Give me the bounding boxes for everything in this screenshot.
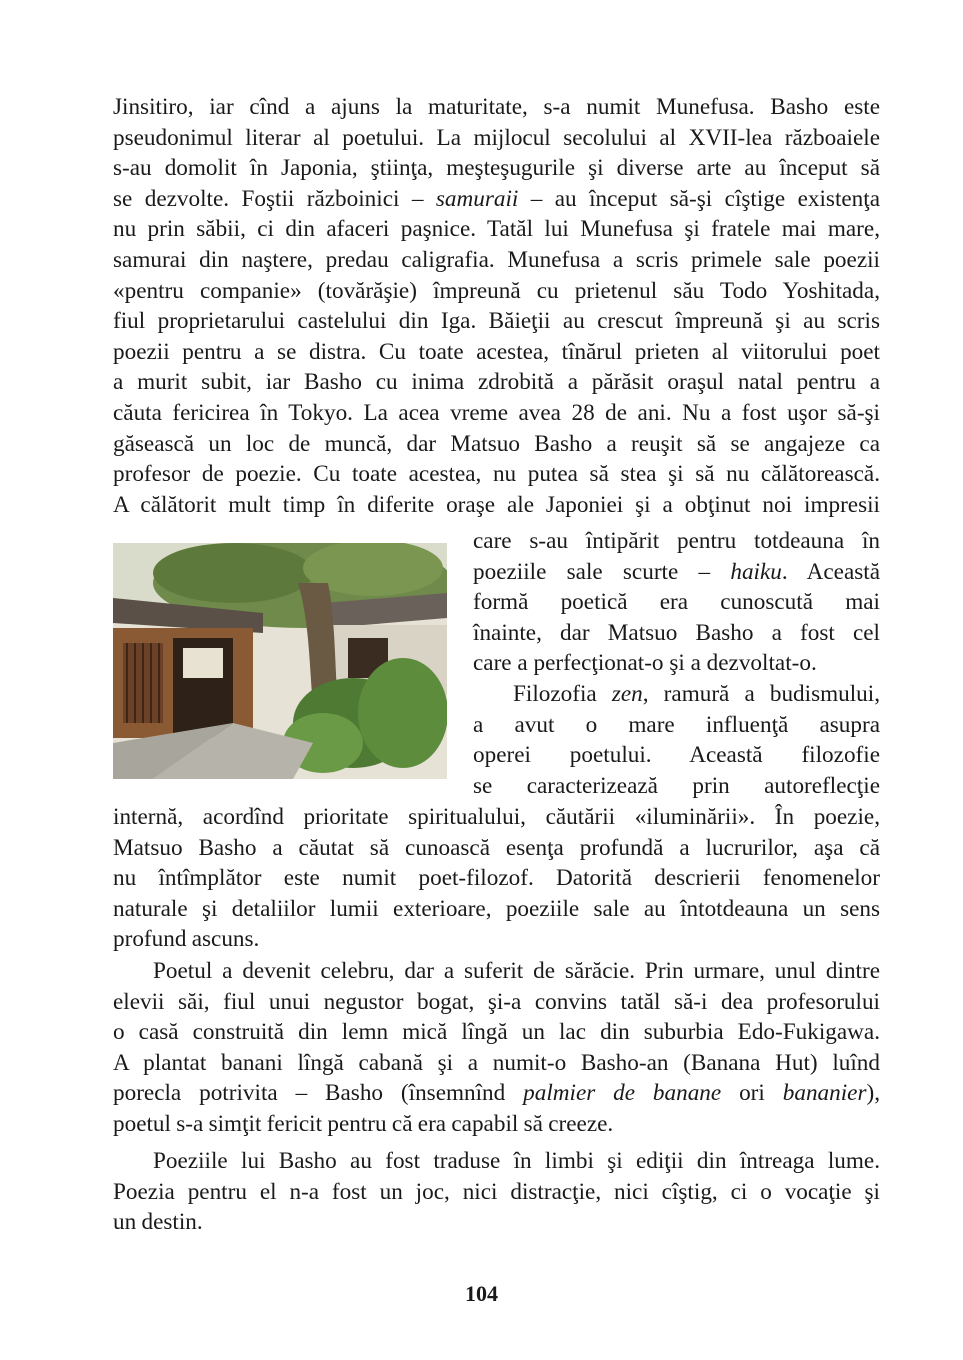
text-line	[113, 1078, 880, 1109]
text-line: poetul s-a simţit fericit pentru că era capabil să creeze.	[113, 1110, 614, 1137]
text-line: Matsuo Basho a căutat să cunoască esenţa profundă a lucrurilor, aşa că	[113, 834, 880, 861]
italic-term: palmier de banane	[523, 1080, 722, 1107]
text-line: poezii pentru a se distra. Cu toate acestea, tînărul prieten al viitorului poet	[113, 338, 880, 365]
text-line: pseudonimul literar al poetului. La mijlocul secolului al XVII-lea războaiele	[113, 124, 880, 151]
text-line: înainte, dar Matsuo Basho a fost cel	[473, 619, 880, 646]
text-run: – au început să-şi cîştige existenţa	[518, 185, 881, 212]
text-run: Filozofia	[513, 680, 612, 707]
text-line: A călătorit mult timp în diferite oraşe ale Japoniei şi a obţinut noi impresii	[113, 491, 880, 518]
text-run: se dezvolte. Foştii războinici –	[113, 185, 436, 212]
italic-term: haiku	[730, 558, 782, 585]
text-line	[473, 679, 880, 710]
text-line: naturale şi detaliilor lumii exterioare, poeziile sale au întotdeauna un sens	[113, 895, 880, 922]
text-line: Poeziile lui Basho au fost traduse în limbi şi ediţii din întreaga lume.	[153, 1148, 880, 1174]
text-run: . Această	[781, 558, 880, 585]
text-line: A plantat banani lîngă cabană şi a numit-o Basho-an (Banana Hut) luînd	[113, 1049, 880, 1076]
text-line: se caracterizează prin autoreflecţie	[473, 772, 880, 799]
text-run: poeziile sale scurte –	[473, 558, 731, 585]
text-line	[473, 557, 880, 588]
italic-term: bananier	[782, 1080, 867, 1107]
text-line: operei poetului. Această filozofie	[473, 742, 880, 769]
text-line: care s-au întipărit pentru totdeauna în	[473, 528, 880, 554]
italic-term: samuraii	[435, 185, 519, 212]
paragraph-three	[113, 1146, 880, 1238]
text-line: Jinsitiro, iar cînd a ajuns la maturitate, s-a numit Munefusa. Basho este	[113, 94, 880, 120]
text-line: o casă construită din lemn mică lîngă un lac din suburbia Edo-Fukigawa.	[113, 1019, 880, 1046]
text-run: porecla potrivita – Basho (însemnînd	[113, 1080, 524, 1107]
text-line: Poezia pentru el n-a fost un joc, nici distracţie, nici cîştig, ci o vocaţie şi	[113, 1178, 880, 1205]
text-line: Poetul a devenit celebru, dar a suferit de sărăcie. Prin urmare, unul dintre	[153, 958, 880, 984]
text-line: nu prin săbii, ci din afaceri paşnice. Tatăl lui Munefusa şi fratele mai mare,	[113, 216, 880, 243]
text-line: a avut o mare influenţă asupra	[473, 711, 880, 738]
wrapped-paragraph	[473, 526, 880, 801]
paragraph-two	[113, 956, 880, 1140]
text-line: un destin.	[113, 1209, 203, 1236]
text-line: profesor de poezie. Cu toate acestea, nu putea să stea şi să nu călătorească.	[113, 461, 880, 488]
italic-term: zen	[611, 680, 643, 707]
text-line: «pentru companie» (tovărăşie) împreună cu prietenul său Todo Yoshitada,	[113, 277, 880, 304]
text-line: fiul proprietarului castelului din Iga. Băieţii au crescut împreună şi au scris	[113, 308, 880, 335]
text-line: formă poetică era cunoscută mai	[473, 589, 880, 616]
text-line: profund ascuns.	[113, 926, 260, 953]
text-line: internă, acordînd prioritate spiritualului, căutării «iluminării». În poezie,	[113, 804, 880, 830]
text-line: care a perfecţionat-o şi a dezvoltat-o.	[473, 650, 817, 677]
text-line: s-au domolit în Japonia, ştiinţa, meşteşugurile şi diverse arte au început să	[113, 155, 880, 182]
text-line: a murit subit, iar Basho cu inima zdrobită a părăsit oraşul natal pentru a	[113, 369, 880, 396]
top-paragraph	[113, 92, 880, 520]
text-line: căuta fericirea în Tokyo. La acea vreme avea 28 de ani. Nu a fost uşor să-şi	[113, 399, 880, 426]
continuation-paragraph	[113, 802, 880, 955]
house-illustration	[113, 543, 447, 779]
text-run: ),	[866, 1080, 881, 1107]
text-line: nu întîmplător este numit poet-filozof. Datorită descrierii fenomenelor	[113, 865, 880, 892]
text-line: găsească un loc de muncă, dar Matsuo Basho a reuşit să se angajeze ca	[113, 430, 880, 457]
house-photo	[113, 543, 447, 779]
text-run: , ramură a budismului,	[642, 680, 881, 707]
text-line: elevii săi, fiul unui negustor bogat, şi-a convins tatăl să-i dea profesorului	[113, 988, 880, 1015]
page-number: 104	[465, 1281, 498, 1306]
text-line: samurai din naştere, predau caligrafia. Munefusa a scris primele sale poezii	[113, 246, 880, 273]
text-run: ori	[721, 1080, 783, 1107]
text-line	[113, 184, 880, 215]
